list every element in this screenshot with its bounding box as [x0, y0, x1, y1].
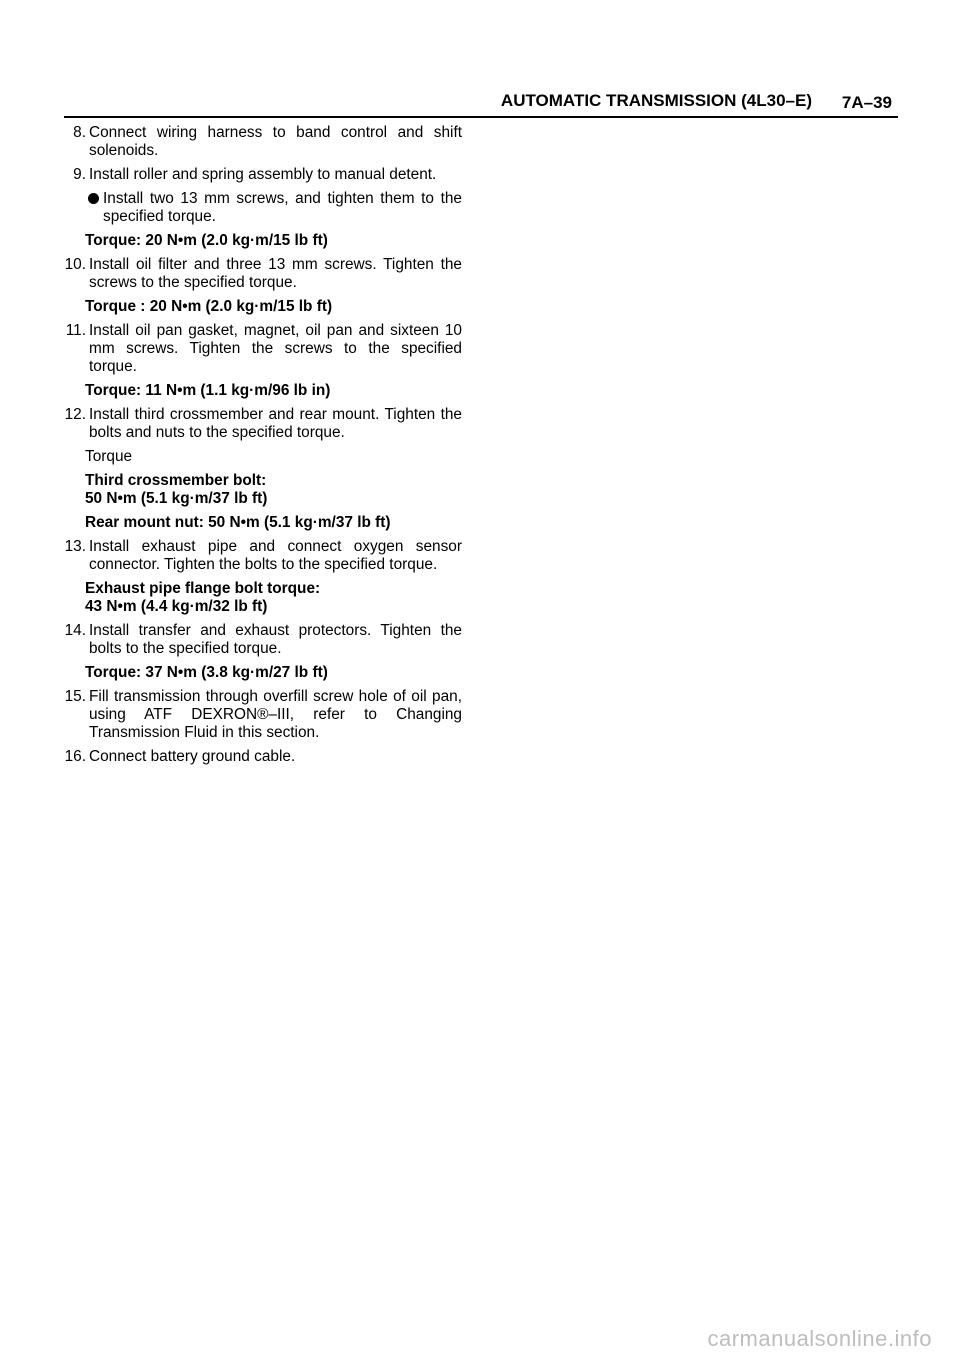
step-13-spec — [48, 580, 462, 616]
step-9-bullet — [48, 190, 462, 226]
spec-line: Third crossmember bolt: — [85, 472, 267, 489]
step-number: 14. — [64, 622, 86, 639]
step-number: 8. — [73, 124, 86, 141]
step-10-torque: Torque : 20 N•m (2.0 kg·m/15 lb ft) — [85, 298, 333, 315]
watermark: carmanualsonline.info — [707, 1326, 932, 1351]
step-text: Connect wiring harness to band control and shift solenoids. — [89, 124, 462, 159]
step-number: 16. — [64, 748, 86, 765]
step-number: 10. — [64, 256, 86, 273]
step-text: Install transfer and exhaust protectors. Tighten the bolts to the specified torque. — [89, 622, 462, 657]
procedure-column — [48, 124, 462, 772]
step-14 — [48, 622, 462, 658]
step-number: 11. — [65, 322, 86, 339]
step-11-torque: Torque: 11 N•m (1.1 kg·m/96 lb in) — [85, 382, 331, 399]
step-9 — [48, 166, 462, 184]
step-text: Install third crossmember and rear mount. Tighten the bolts and nuts to the specified torque. — [89, 406, 462, 441]
step-number: 12. — [64, 406, 86, 423]
step-text: Install roller and spring assembly to manual detent. — [89, 166, 437, 183]
spec-line: 50 N•m (5.1 kg·m/37 lb ft) — [85, 490, 268, 507]
step-14-torque: Torque: 37 N•m (3.8 kg·m/27 lb ft) — [85, 664, 328, 681]
step-12-torque-label: Torque — [85, 448, 133, 465]
step-number: 13. — [64, 538, 86, 555]
step-12-spec-crossmember — [48, 472, 462, 508]
step-text: Install oil pan gasket, magnet, oil pan and sixteen 10 mm screws. Tighten the screws to the specified torque. — [89, 322, 462, 375]
section-title: AUTOMATIC TRANSMISSION (4L30–E) — [500, 91, 812, 110]
page-number: 7A–39 — [841, 93, 892, 112]
page-header — [64, 86, 898, 118]
step-text: Install exhaust pipe and connect oxygen sensor connector. Tighten the bolts to the specified torque. — [89, 538, 462, 573]
step-10 — [48, 256, 462, 292]
step-number: 9. — [73, 166, 86, 183]
step-11 — [48, 322, 462, 376]
step-9-torque: Torque: 20 N•m (2.0 kg·m/15 lb ft) — [85, 232, 328, 249]
spec-line: 43 N•m (4.4 kg·m/32 lb ft) — [85, 598, 268, 615]
step-text: Connect battery ground cable. — [89, 748, 296, 765]
step-12-spec-rear-mount: Rear mount nut: 50 N•m (5.1 kg·m/37 lb ft) — [85, 514, 391, 531]
step-text: Install oil filter and three 13 mm screws. Tighten the screws to the specified torque. — [89, 256, 462, 291]
bullet-icon — [88, 193, 99, 204]
step-15 — [48, 688, 462, 742]
step-13 — [48, 538, 462, 574]
spec-line: Exhaust pipe flange bolt torque: — [85, 580, 321, 597]
step-8 — [48, 124, 462, 160]
step-text: Fill transmission through overfill screw hole of oil pan, using ATF DEXRON®–III, refer to Changing Transmission Fluid in this section. — [89, 688, 462, 741]
step-number: 15. — [64, 688, 86, 705]
step-12 — [48, 406, 462, 442]
step-16 — [48, 748, 462, 766]
bullet-text: Install two 13 mm screws, and tighten them to the specified torque. — [103, 190, 462, 225]
